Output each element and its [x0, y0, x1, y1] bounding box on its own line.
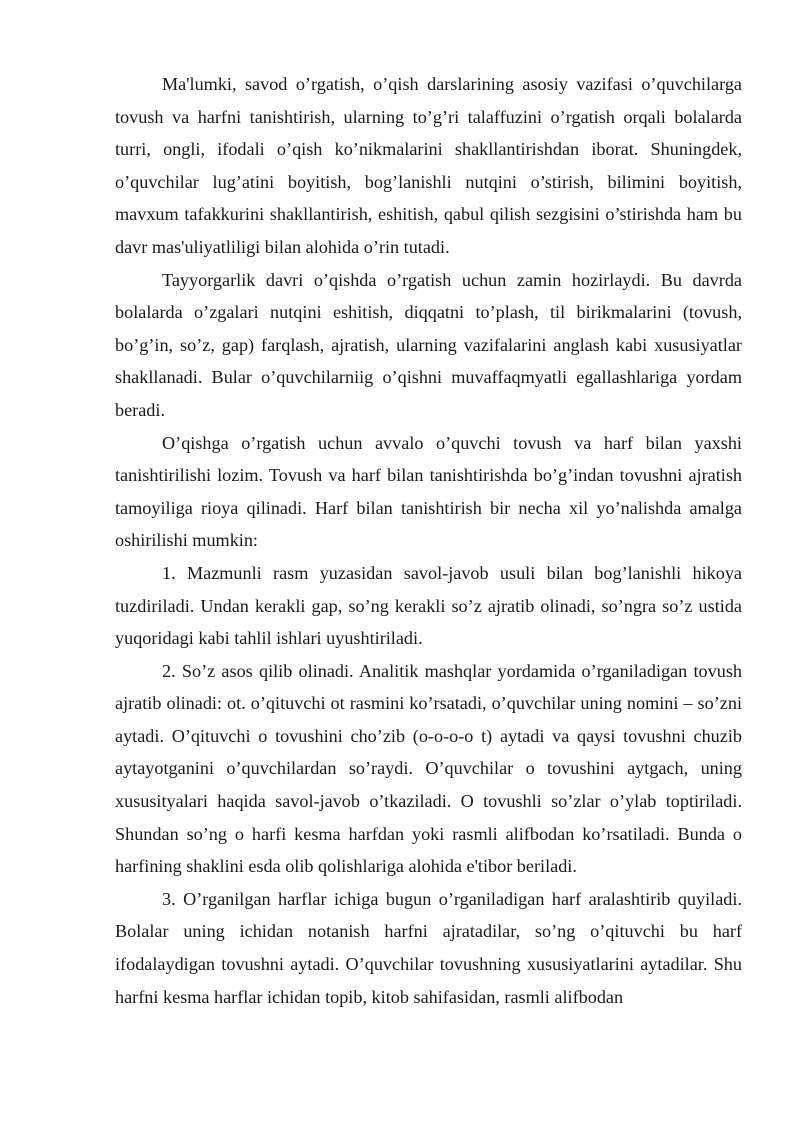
paragraph-oqishga-orgatish: O’qishga o’rgatish uchun avvalo o’quvchi tovush va harf bilan yaxshi tanishtirilishi lozim. Tovush va harf bilan tanishtirishda bo’g’indan tovushni ajratish tamoyiliga rioya qilinadi. Harf bilan tanishtirish bir necha xil yo’nalishda amalga oshirilishi mumkin: — [115, 432, 742, 551]
paragraph-tayyorgarlik-davri: Tayyorgarlik davri o’qishda o’rgatish uchun zamin hozirlaydi. Bu davrda bolalarda o’zgalari nutqini eshitish, diqqatni to’plash, til birikmalarini (tovush, bo’g’in, so’z, gap) farqlash, ajratish, ularning vazifalarini anglash kabi xususiyatlar shakllanadi. Bular o’quvchilarniig o’qishni muvaffaqmyatli egallashlariga yordam beradi. — [115, 269, 742, 420]
document-page — [115, 68, 742, 1013]
paragraph-item-3: 3. O’rganilgan harflar ichiga bugun o’rganiladigan harf aralashtirib quyiladi. Bolalar uning ichidan notanish harfni ajratadilar, so’ng o’qituvchi bu harf ifodalaydigan tovushni aytadi. O’quvchilar tovushning xususiyatlarini aytadilar. Shu harfni kesma harflar ichidan topib, kitob sahifasidan, rasmli alifbodan — [115, 888, 742, 1007]
paragraph-savod-orgatish: Ma'lumki, savod o’rgatish, o’qish darslarining asosiy vazifasi o’quvchilarga tovush va harfni tanishtirish, ularning to’g’ri talaffuzini o’rgatish orqali bolalarda turri, ongli, ifodali o’qish ko’nikmalarini shakllantirishdan iborat. Shuningdek, o’quvchilar lug’atini boyitish, bog’lanishli nutqini o’stirish, bilimini boyitish, mavxum tafakkurini shakllantirish, eshitish, qabul qilish sezgisini o’stirishda ham bu davr mas'uliyatliligi bilan alohida o’rin tutadi. — [115, 74, 742, 257]
paragraph-item-1: 1. Mazmunli rasm yuzasidan savol-javob usuli bilan bog’lanishli hikoya tuzdiriladi. Undan kerakli gap, so’ng kerakli so’z ajratib olinadi, so’ngra so’z ustida yuqoridagi kabi tahlil ishlari uyushtiriladi. — [115, 562, 742, 649]
paragraph-item-2: 2. So’z asos qilib olinadi. Analitik mashqlar yordamida o’rganiladigan tovush ajratib olinadi: ot. o’qituvchi ot rasmini ko’rsatadi, o’quvchilar uning nomini – so’zni aytadi. O’qituvchi o tovushini cho’zib (o-o-o-o t) aytadi va qaysi tovushni chuzib aytayotganini o’quvchilardan so’raydi. O’quvchilar o tovushini aytgach, uning xususityalari haqida savol-javob o’tkaziladi. O tovushli so’zlar o’ylab toptiriladi. Shundan so’ng o harfi kesma harfdan yoki rasmli alifbodan ko’rsatiladi. Bunda o harfining shaklini esda olib qolishlariga alohida e'tibor beriladi. — [115, 660, 742, 877]
